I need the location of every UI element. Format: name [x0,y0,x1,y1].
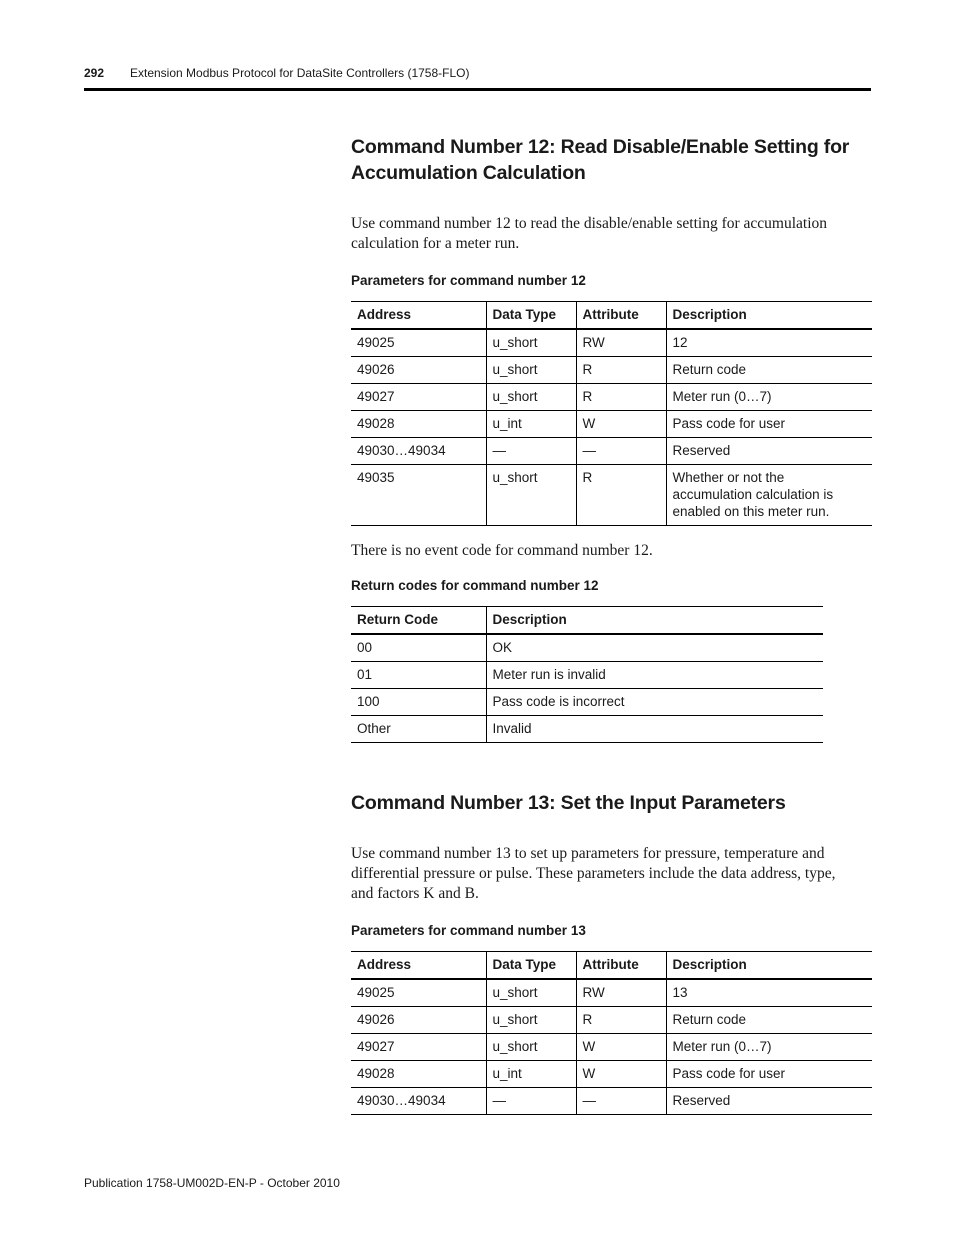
column-header-address: Address [351,952,486,980]
table-row [351,329,872,357]
cell-address: 49027 [351,1034,486,1061]
cell-description: Pass code for user [666,1061,872,1088]
cell-attribute: R [576,384,666,411]
cell-description: 12 [666,329,872,357]
cell-data-type: u_short [486,384,576,411]
column-header-address: Address [351,302,486,330]
cell-attribute: — [576,1088,666,1115]
cell-description: Reserved [666,438,872,465]
cell-attribute: R [576,465,666,526]
cell-description: Pass code for user [666,411,872,438]
cell-description: Return code [666,1007,872,1034]
cell-return-code: 01 [351,662,486,689]
page-number: 292 [84,66,105,80]
cell-data-type: u_short [486,1007,576,1034]
table-row [351,662,823,689]
cell-data-type: u_short [486,357,576,384]
column-header-attribute: Attribute [576,952,666,980]
params-12-table [351,301,872,526]
return-codes-caption: Return codes for command number 12 [351,578,599,593]
header-rule [84,88,871,91]
no-event-note: There is no event code for command number 12. [351,542,653,559]
cell-address: 49030…49034 [351,438,486,465]
cell-address: 49025 [351,329,486,357]
cell-data-type: u_int [486,1061,576,1088]
cell-data-type: — [486,1088,576,1115]
column-header-description: Description [666,952,872,980]
return-codes-table [351,606,823,743]
column-header-attribute: Attribute [576,302,666,330]
column-header-data-type: Data Type [486,302,576,330]
cell-address: 49025 [351,979,486,1007]
cell-data-type: u_short [486,1034,576,1061]
table-header-row [351,607,823,635]
cell-attribute: W [576,1034,666,1061]
section-12-intro-line-2: calculation for a meter run. [351,235,520,252]
cell-address: 49026 [351,1007,486,1034]
section-12-heading [351,134,849,186]
params-12-caption: Parameters for command number 12 [351,273,586,288]
cell-address: 49030…49034 [351,1088,486,1115]
cell-description: Whether or not the accumulation calculation is enabled on this meter run. [666,465,872,526]
section-12-intro-line-1: Use command number 12 to read the disable/enable setting for accumulation [351,215,828,232]
section-12-heading-line-2: Accumulation Calculation [351,162,586,184]
table-row [351,716,823,743]
table-row [351,979,872,1007]
column-header-description: Description [666,302,872,330]
table-row [351,1088,872,1115]
cell-description: 13 [666,979,872,1007]
section-13-intro-line-2: differential pressure or pulse. These parameters include the data address, type, [351,865,836,882]
table-row [351,357,872,384]
table-row [351,384,872,411]
cell-attribute: W [576,411,666,438]
cell-description: Reserved [666,1088,872,1115]
table-row [351,1034,872,1061]
table-row [351,438,872,465]
cell-address: 49027 [351,384,486,411]
cell-attribute: RW [576,979,666,1007]
cell-return-code: 00 [351,634,486,662]
cell-attribute: W [576,1061,666,1088]
cell-data-type: u_short [486,329,576,357]
section-12-intro [351,214,871,254]
cell-data-type: — [486,438,576,465]
cell-attribute: R [576,357,666,384]
table-row [351,1007,872,1034]
cell-return-code: Other [351,716,486,743]
cell-address: 49028 [351,411,486,438]
running-title: Extension Modbus Protocol for DataSite Controllers (1758-FLO) [130,66,470,80]
table-header-row [351,302,872,330]
cell-description: Invalid [486,716,823,743]
cell-description: Meter run is invalid [486,662,823,689]
cell-attribute: — [576,438,666,465]
cell-address: 49035 [351,465,486,526]
params-13-caption: Parameters for command number 13 [351,923,586,938]
cell-data-type: u_short [486,465,576,526]
column-header-data-type: Data Type [486,952,576,980]
cell-description: Meter run (0…7) [666,1034,872,1061]
section-13-intro [351,844,871,904]
table-row [351,411,872,438]
column-header-description: Description [486,607,823,635]
table-row [351,689,823,716]
cell-description: OK [486,634,823,662]
cell-data-type: u_short [486,979,576,1007]
cell-attribute: R [576,1007,666,1034]
cell-return-code: 100 [351,689,486,716]
page-footer: Publication 1758-UM002D-EN-P - October 2010 [84,1176,340,1190]
column-header-return-code: Return Code [351,607,486,635]
table-row [351,465,872,526]
cell-description: Pass code is incorrect [486,689,823,716]
table-row [351,1061,872,1088]
params-13-table [351,951,872,1115]
cell-description: Meter run (0…7) [666,384,872,411]
cell-data-type: u_int [486,411,576,438]
section-12-heading-line-1: Command Number 12: Read Disable/Enable Setting for [351,136,850,158]
cell-address: 49028 [351,1061,486,1088]
table-row [351,634,823,662]
section-13-intro-line-3: and factors K and B. [351,885,479,902]
cell-attribute: RW [576,329,666,357]
page-header [84,66,871,92]
section-13-heading: Command Number 13: Set the Input Parameters [351,792,786,814]
cell-description: Return code [666,357,872,384]
section-13-intro-line-1: Use command number 13 to set up parameters for pressure, temperature and [351,845,825,862]
table-header-row [351,952,872,980]
cell-address: 49026 [351,357,486,384]
